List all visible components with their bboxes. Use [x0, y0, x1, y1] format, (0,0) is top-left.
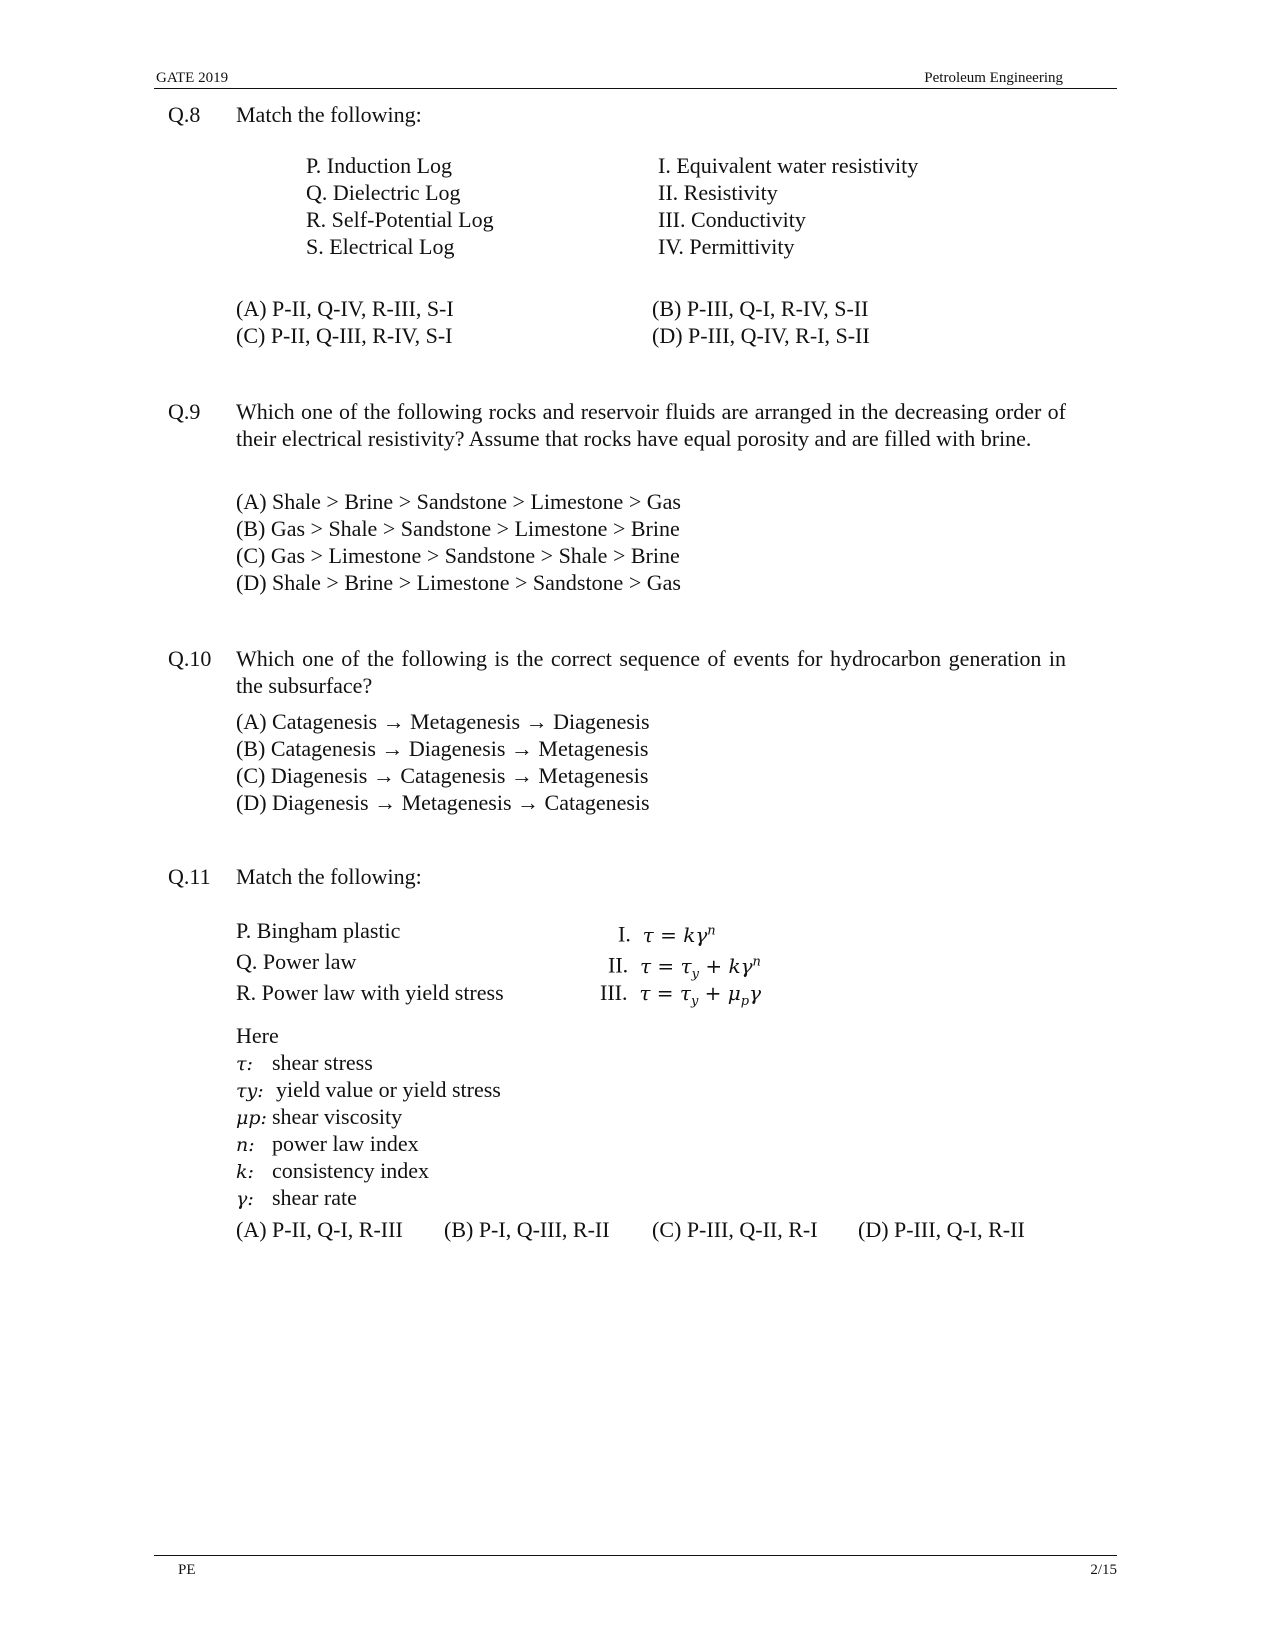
- question-text: Match the following:: [236, 864, 422, 889]
- q10-option-a[interactable]: (A) Catagenesis → Metagenesis → Diagenesis: [236, 709, 650, 734]
- page-number: 2/15: [1090, 1562, 1117, 1578]
- legend-item: μp: shear viscosity: [236, 1104, 403, 1129]
- question-text: Which one of the following rocks and reservoir fluids are arranged in the decreasing order of their electrical resistivity? Assume that rocks have equal porosity and are filled with brine.: [236, 399, 1066, 451]
- q11-option-d[interactable]: (D) P-III, Q-I, R-II: [858, 1217, 1025, 1242]
- q8-left-item: R. Self-Potential Log: [306, 207, 494, 232]
- q8-option-b[interactable]: (B) P-III, Q-I, R-IV, S-II: [652, 296, 869, 321]
- q11-equation-i: I. $\tau = k\gamma^n$: [618, 921, 716, 947]
- q8-right-item: II. Resistivity: [658, 180, 778, 205]
- roman-label: I.: [618, 921, 631, 947]
- subject-title: Petroleum Engineering: [924, 70, 1063, 86]
- q11-right-column: [600, 915, 761, 1008]
- legend-heading: Here: [236, 1023, 279, 1048]
- q8-left-item: P. Induction Log: [306, 153, 453, 178]
- q8-option-d[interactable]: (D) P-III, Q-IV, R-I, S-II: [652, 323, 870, 348]
- q11-left-column: [236, 915, 504, 1008]
- header-rule: [154, 88, 1117, 89]
- q10-option-d[interactable]: (D) Diagenesis → Metagenesis → Catagenesis: [236, 790, 650, 815]
- footer-rule: [154, 1555, 1117, 1556]
- q8-left-item: Q. Dielectric Log: [306, 180, 461, 205]
- q8-right-item: IV. Permittivity: [658, 234, 795, 259]
- question-number: Q.9: [168, 399, 201, 424]
- question-number: Q.10: [168, 646, 212, 671]
- q11-equation-iii: III. $\tau = \tau_y + \mu_p\gamma$: [600, 980, 762, 1009]
- q9-option-c[interactable]: (C) Gas > Limestone > Sandstone > Shale > Brine: [236, 543, 680, 568]
- q11-left-item: Q. Power law: [236, 949, 357, 974]
- question-text: Match the following:: [236, 102, 422, 127]
- q8-option-c[interactable]: (C) P-II, Q-III, R-IV, S-I: [236, 323, 453, 348]
- q11-left-item: R. Power law with yield stress: [236, 980, 504, 1005]
- paper-code: PE: [178, 1562, 196, 1578]
- q9-options: [236, 488, 681, 596]
- q9-option-b[interactable]: (B) Gas > Shale > Sandstone > Limestone > Brine: [236, 516, 680, 541]
- legend-item: γ: shear rate: [236, 1185, 357, 1210]
- q8-left-item: S. Electrical Log: [306, 234, 455, 259]
- q8-right-column: [658, 152, 918, 260]
- legend-item: τy: yield value or yield stress: [236, 1077, 501, 1102]
- legend-item: n: power law index: [236, 1131, 419, 1156]
- legend-item: k: consistency index: [236, 1158, 430, 1183]
- q9-option-a[interactable]: (A) Shale > Brine > Sandstone > Limestone > Gas: [236, 489, 681, 514]
- q11-left-item: P. Bingham plastic: [236, 918, 401, 943]
- q8-right-item: III. Conductivity: [658, 207, 806, 232]
- q10-option-b[interactable]: (B) Catagenesis → Diagenesis → Metagenesis: [236, 736, 649, 761]
- q10-option-c[interactable]: (C) Diagenesis → Catagenesis → Metagenesis: [236, 763, 649, 788]
- legend-item: τ: shear stress: [236, 1050, 373, 1075]
- q8-left-column: [306, 152, 494, 260]
- q10-options: [236, 708, 650, 816]
- q11-legend: [236, 1022, 501, 1211]
- roman-label: III.: [600, 980, 628, 1005]
- q11-option-c[interactable]: (C) P-III, Q-II, R-I: [652, 1217, 818, 1242]
- q11-option-b[interactable]: (B) P-I, Q-III, R-II: [444, 1217, 610, 1242]
- question-number: Q.11: [168, 864, 211, 889]
- q11-option-a[interactable]: (A) P-II, Q-I, R-III: [236, 1217, 403, 1242]
- exam-title: GATE 2019: [156, 70, 229, 86]
- question-number: Q.8: [168, 102, 201, 127]
- roman-label: II.: [608, 952, 629, 978]
- q8-option-a[interactable]: (A) P-II, Q-IV, R-III, S-I: [236, 296, 454, 321]
- question-text: Which one of the following is the correct sequence of events for hydrocarbon generation in the subsurface?: [236, 646, 1066, 698]
- q11-equation-ii: II. $\tau = \tau_y + k\gamma^n$: [608, 952, 761, 982]
- q9-option-d[interactable]: (D) Shale > Brine > Limestone > Sandstone > Gas: [236, 570, 681, 595]
- q8-right-item: I. Equivalent water resistivity: [658, 153, 919, 178]
